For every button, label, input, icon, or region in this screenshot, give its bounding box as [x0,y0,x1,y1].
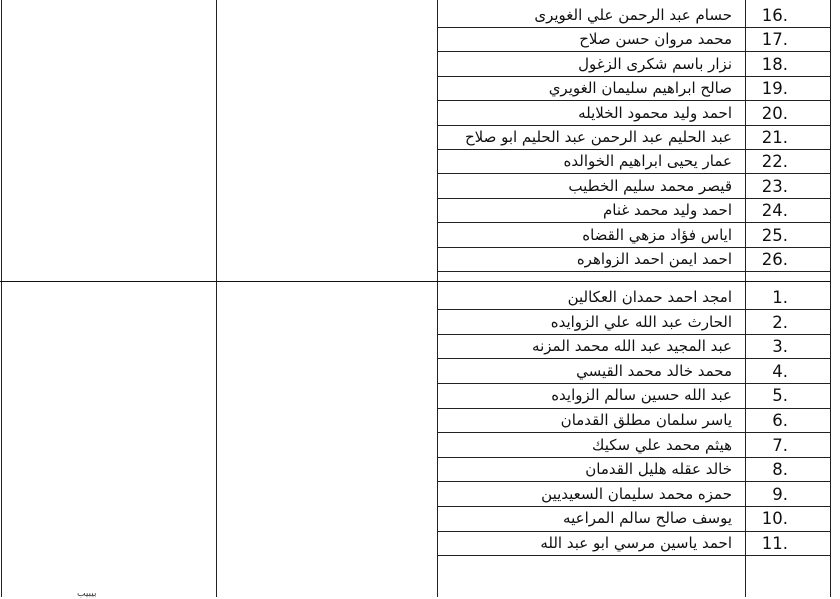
row-number: 6. [772,411,788,430]
table-row [437,149,830,173]
student-name: عمار يحيى ابراهيم الخوالده [563,152,732,171]
row-number: 24. [761,201,788,221]
row-number: 8. [772,460,788,480]
table-border-column-2 [216,0,217,597]
row-number: 17. [761,30,788,50]
row-number: 20. [761,103,788,123]
table-row [437,359,830,383]
table-row [437,52,830,76]
student-name: يوسف صالح سالم المراعيه [563,509,732,528]
student-name: عبد المجيد عبد الله محمد المزنه [532,337,732,356]
row-divider [437,555,831,556]
row-number: 18. [761,54,788,74]
student-name: خالد عقله هليل القدمان [585,460,732,479]
table-row [437,174,830,198]
table-row [437,198,830,222]
table-row [437,457,830,481]
table-row [437,310,830,334]
student-name: احمد ايمن احمد الزواهره [576,250,732,268]
row-number: 9. [772,484,788,504]
table-row [437,285,830,309]
row-number: 10. [761,509,788,529]
row-number: 19. [761,79,788,99]
row-number: 5. [772,386,788,406]
row-number: 16. [761,6,788,25]
table-row [437,76,830,100]
table-row [437,125,830,149]
student-name: محمد خالد محمد القيسي [576,361,732,380]
student-name: امجد احمد حمدان العكالين [567,288,732,306]
row-number: 11. [761,534,788,553]
table-row [437,433,830,457]
table-row [437,101,830,125]
row-number: 25. [761,225,788,245]
student-name: احمد وليد محمود الخلايله [578,103,732,122]
student-name: نزار باسم شكرى الزغول [578,54,732,73]
row-number: 7. [772,435,788,455]
group-separator [0,281,831,282]
margin-scribble: بيبيب [77,589,97,599]
row-divider [437,271,831,272]
table-row [437,482,830,506]
row-number: 2. [772,312,788,332]
student-name: عبد الله حسين سالم الزوايده [551,386,732,405]
student-name: محمد مروان حسن صلاح [579,30,732,49]
table-row [437,3,830,27]
student-name: احمد وليد محمد غنام [603,201,732,220]
table-row [437,383,830,407]
row-number: 26. [761,250,788,269]
row-number: 3. [772,337,788,357]
table-border-left [1,0,2,597]
table-row [437,247,830,271]
table-row [437,27,830,51]
student-name: حسام عبد الرحمن علي الغويرى [534,6,732,24]
row-number: 21. [761,128,788,147]
table-row [437,334,830,358]
student-name: ياسر سلمان مطلق القدمان [560,411,732,429]
student-name: قيصر محمد سليم الخطيب [568,176,732,195]
student-name: صالح ابراهيم سليمان الغويري [548,79,732,98]
student-name: احمد ياسين مرسي ابو عبد الله [540,534,732,552]
student-name: الحارث عبد الله علي الزوايده [550,312,732,331]
table-row [437,408,830,432]
table-row [437,223,830,247]
student-name: حمزه محمد سليمان السعيديين [541,484,732,503]
row-number: 23. [761,176,788,196]
table-border-right [830,0,831,597]
table-row [437,506,830,530]
student-name: اياس فؤاد مزهي القضاه [582,225,732,244]
row-number: 1. [772,288,788,307]
row-number: 22. [761,152,788,172]
student-name: هيثم محمد علي سكيك [592,435,732,454]
student-name: عبد الحليم عبد الرحمن عبد الحليم ابو صلاح [464,128,732,146]
row-number: 4. [772,361,788,381]
table-row [437,531,830,555]
